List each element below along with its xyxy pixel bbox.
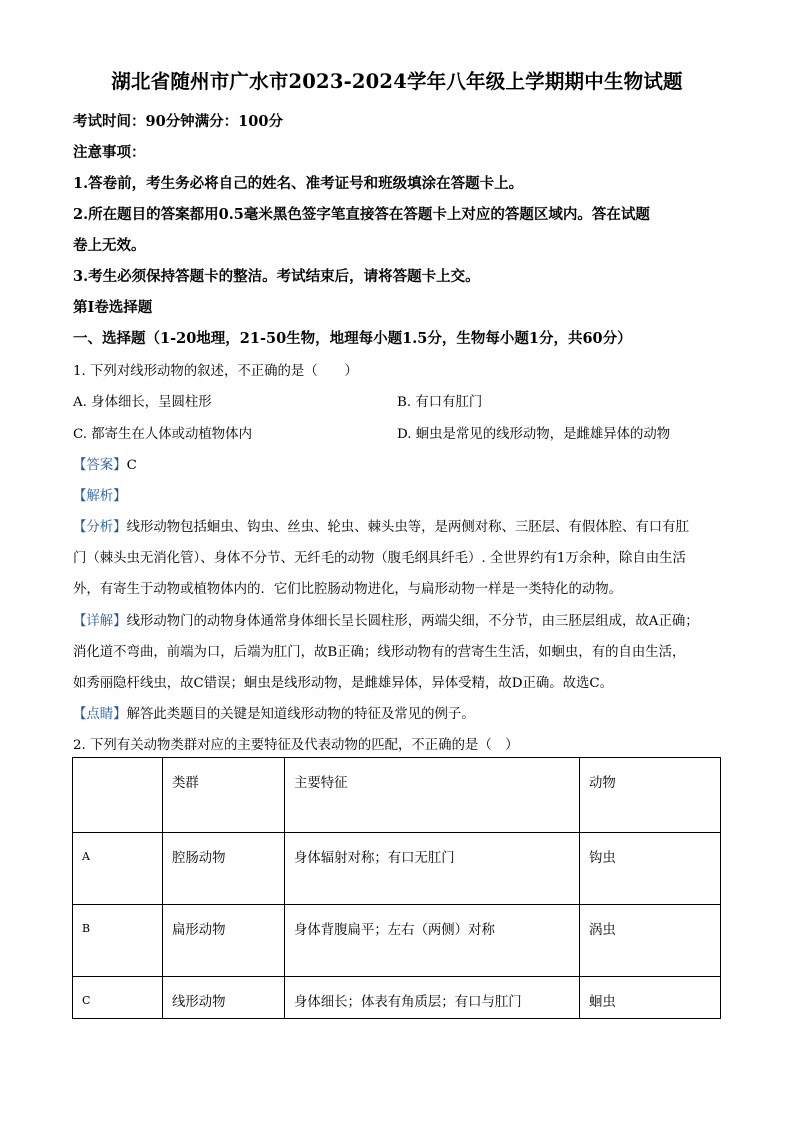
page-title: 湖北省随州市广水市2023-2024学年八年级上学期期中生物试题 [111,70,683,93]
dianjing-tag: 【点睛】 [73,707,127,722]
q1-xiangjie-line-2: 消化道不弯曲，前端为口，后端为肛门，故B正确；线形动物有的营寄生生活，如蛔虫，有的自由生活， [73,645,686,660]
q1-option-b: B. 有口有肛门 [397,395,483,410]
answer-value: C [126,458,137,473]
table-cell: 身体辐射对称；有口无肛门 [285,833,580,905]
xiangjie-text-1: 线形动物门的动物身体通常身体细长呈长圆柱形，两端尖细，不分节，由三胚层组成，故A正确； [126,614,699,629]
table-cell: B [73,905,163,977]
table-row [73,905,721,977]
exam-info: 考试时间：90分钟满分：100分 [73,113,283,130]
table-cell: 蛔虫 [580,977,721,1019]
xiangjie-tag: 【详解】 [73,614,127,629]
table-header-cell: 类群 [163,758,285,833]
table-cell: A [73,833,163,905]
dianjing-text: 解答此类题目的关键是知道线形动物的特征及常见的例子。 [126,707,475,722]
section-heading: 一、选择题（1-20地理，21-50生物，地理每小题1.5分，生物每小题1分，共60分） [73,330,632,347]
note-2: 2.所在题目的答案都用0.5毫米黑色签字笔直接答在答题卡上对应的答题区域内。答在试题 [73,206,650,223]
note-1: 1.答卷前，考生务必将自己的姓名、准考证号和班级填涂在答题卡上。 [73,175,524,192]
q1-stem: 1. 下列对线形动物的叙述，不正确的是（ ） [73,364,358,379]
table-cell: 线形动物 [163,977,285,1019]
section-title: 第Ⅰ卷选择题 [73,299,153,316]
table-header-cell: 主要特征 [285,758,580,833]
note-3: 3.考生必须保持答题卡的整洁。考试结束后，请将答题卡上交。 [73,268,480,285]
q1-answer [73,454,137,473]
table-header-cell: 动物 [580,758,721,833]
q1-analysis-heading [73,485,127,504]
table-cell: 涡虫 [580,905,721,977]
table-row [73,977,721,1019]
analysis-tag: 【解析】 [73,489,127,504]
q1-option-a: A. 身体细长，呈圆柱形 [73,395,212,410]
answer-tag: 【答案】 [73,458,127,473]
table-row [73,833,721,905]
q2-stem: 2. 下列有关动物类群对应的主要特征及代表动物的匹配，不正确的是（ ） [73,738,519,753]
q1-option-d: D. 蛔虫是常见的线形动物，是雌雄异体的动物 [397,427,671,442]
q1-fenxi-line-1 [73,516,689,535]
table-header-cell [73,758,163,833]
table-cell: 身体背腹扁平；左右（两侧）对称 [285,905,580,977]
q1-xiangjie-line-3: 如秀丽隐杆线虫，故C错误；蛔虫是线形动物，是雌雄异体，异体受精，故D正确。故选C。 [73,676,614,691]
note-2-continued: 卷上无效。 [73,237,146,254]
table-header-row [73,758,721,833]
table-cell: 扁形动物 [163,905,285,977]
table-cell: 钩虫 [580,833,721,905]
table-cell: 腔肠动物 [163,833,285,905]
q1-dianjing [73,703,475,722]
q1-option-c: C. 都寄生在人体或动植物体内 [73,427,252,442]
fenxi-text-1: 线形动物包括蛔虫、钩虫、丝虫、轮虫、棘头虫等，是两侧对称、三胚层、有假体腔、有口有肛 [126,520,689,535]
notes-heading: 注意事项： [73,144,146,161]
q2-table [72,757,721,1019]
q1-fenxi-line-3: 外，有寄生于动物或植物体内的．它们比腔肠动物进化，与扁形动物一样是一类特化的动物。 [73,582,623,597]
q1-fenxi-line-2: 门（棘头虫无消化管）、身体不分节、无纤毛的动物（腹毛纲具纤毛）. 全世界约有1万余种，除自由生活 [73,551,686,566]
q1-xiangjie-line-1 [73,610,699,629]
table-cell: 身体细长；体表有角质层；有口与肛门 [285,977,580,1019]
fenxi-tag: 【分析】 [73,520,127,535]
table-cell: C [73,977,163,1019]
